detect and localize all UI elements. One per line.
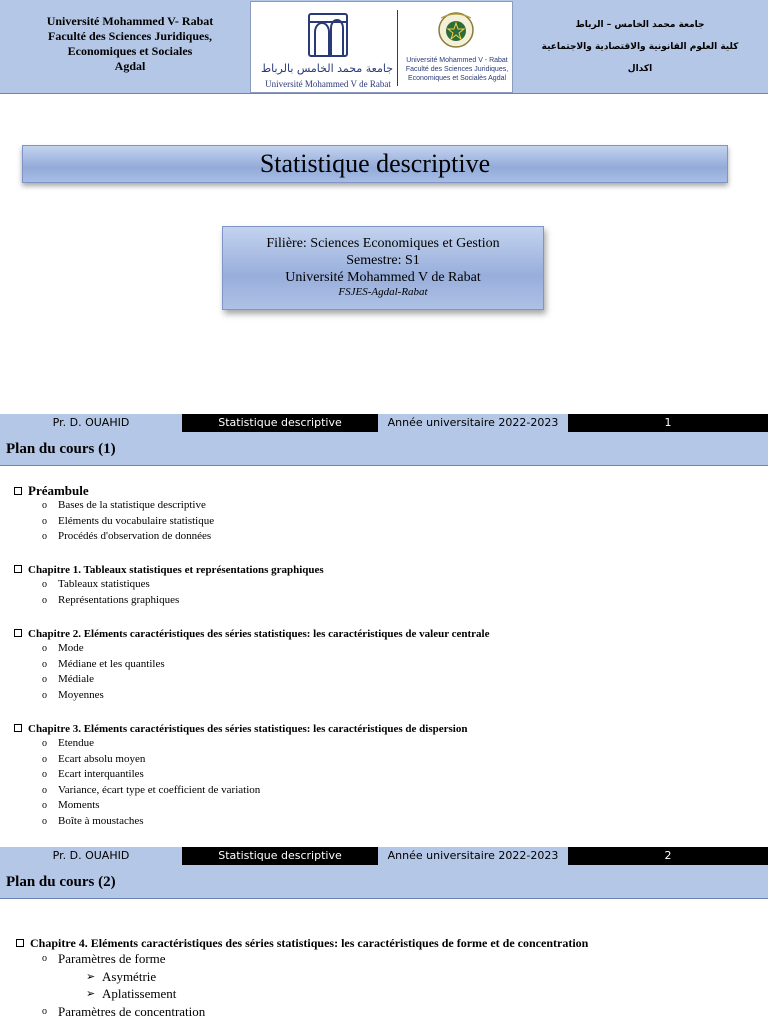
list-item: o Paramètres de concentration [42,1003,588,1021]
checkbox-bullet-icon [16,939,24,947]
checkbox-bullet-icon [14,487,22,495]
plan-section [14,722,467,829]
footer-page-number: 2 [568,847,768,865]
plan-section [14,484,214,545]
course-info-box [222,226,544,310]
header-ar-line: اكدال [627,64,653,74]
logo-faculty-text [401,56,513,83]
section-heading: Préambule [28,483,89,498]
header-fr-line: Agdal [114,59,146,73]
plan-title-bar: Plan du cours (2) [0,865,768,899]
checkbox-bullet-icon [14,629,22,637]
logo-faculty-line: Economiques et Socialès Agdal [407,75,507,82]
list-item: o Moyennes [42,688,490,704]
plan-title-bar: Plan du cours (1) [0,432,768,466]
header-fr-line: Faculté des Sciences Juridiques, [48,29,212,43]
sub-item-list [86,968,588,1003]
section-item-list [42,498,214,545]
list-item [42,950,588,1003]
slide-footer-bar [0,414,768,432]
list-item: o Ecart interquantiles [42,767,467,783]
plan-section [14,627,490,703]
page-header [0,0,768,94]
header-ar-line: جامعة محمد الخامس – الرباط [575,20,705,30]
sub-list-item: ➢ Asymétrie [86,968,588,986]
list-item: o Procédés d'observation de données [42,529,214,545]
footer-page-number: 1 [568,414,768,432]
plan-section [16,936,588,1020]
list-item: o Tableaux statistiques [42,577,324,593]
list-item: o Etendue [42,736,467,752]
university-logo [250,1,513,93]
list-item-label: Paramètres de forme [58,951,166,966]
plan-section [14,563,324,608]
info-semestre: Semestre: S1 [346,253,420,268]
header-institution-fr [10,14,250,74]
section-item-list [42,950,588,1020]
section-heading: Chapitre 4. Eléments caractéristiques des séries statistiques: les caractéristiques de forme et de concentration [30,936,589,950]
info-faculty: FSJES-Agdal-Rabat [338,286,428,298]
list-item: o Ecart absolu moyen [42,752,467,768]
list-item: o Moments [42,798,467,814]
course-title: Statistique descriptive [22,145,728,183]
footer-academic-year: Année universitaire 2022-2023 [378,847,568,865]
list-item: o Représentations graphiques [42,593,324,609]
list-item: o Eléments du vocabulaire statistique [42,514,214,530]
list-item: o Mode [42,641,490,657]
footer-subject: Statistique descriptive [182,414,378,432]
info-university: Université Mohammed V de Rabat [285,270,481,285]
footer-academic-year: Année universitaire 2022-2023 [378,414,568,432]
footer-subject: Statistique descriptive [182,847,378,865]
footer-professor: Pr. D. OUAHID [0,414,182,432]
logo-latin-text: Université Mohammed V de Rabat [265,79,391,89]
slide-footer-bar [0,847,768,865]
list-item: o Boîte à moustaches [42,814,467,830]
checkbox-bullet-icon [14,565,22,573]
logo-divider [397,10,398,86]
list-item: o Médiale [42,672,490,688]
checkbox-bullet-icon [14,724,22,732]
info-filiere: Filière: Sciences Economiques et Gestion [266,236,500,251]
header-institution-ar [520,14,760,80]
logo-faculty-line: Université Mohammed V - Rabat [406,57,508,64]
section-heading: Chapitre 1. Tableaux statistiques et représentations graphiques [28,564,324,576]
section-item-list [42,641,490,703]
logo-faculty-line: Faculté des Sciences Juridiques, [405,66,509,73]
footer-professor: Pr. D. OUAHID [0,847,182,865]
header-fr-line: Economiques et Sociales [67,44,193,58]
list-item: o Variance, écart type et coefficient de variation [42,783,467,799]
header-fr-line: Université Mohammed V- Rabat [46,14,214,28]
section-item-list [42,736,467,829]
sub-list-item: ➢ Aplatissement [86,985,588,1003]
section-heading: Chapitre 2. Eléments caractéristiques des séries statistiques: les caractéristiques de valeur centrale [28,628,490,640]
section-heading: Chapitre 3. Eléments caractéristiques des séries statistiques: les caractéristiques de dispersion [28,723,468,735]
header-ar-line: كلية العلوم القانونية والاقتصادية والاجتماعية [541,42,739,52]
list-item: o Médiane et les quantiles [42,657,490,673]
list-item: o Bases de la statistique descriptive [42,498,214,514]
logo-arabic-text: جامعة محمد الخامس بالرباط [260,62,394,75]
section-item-list [42,577,324,608]
